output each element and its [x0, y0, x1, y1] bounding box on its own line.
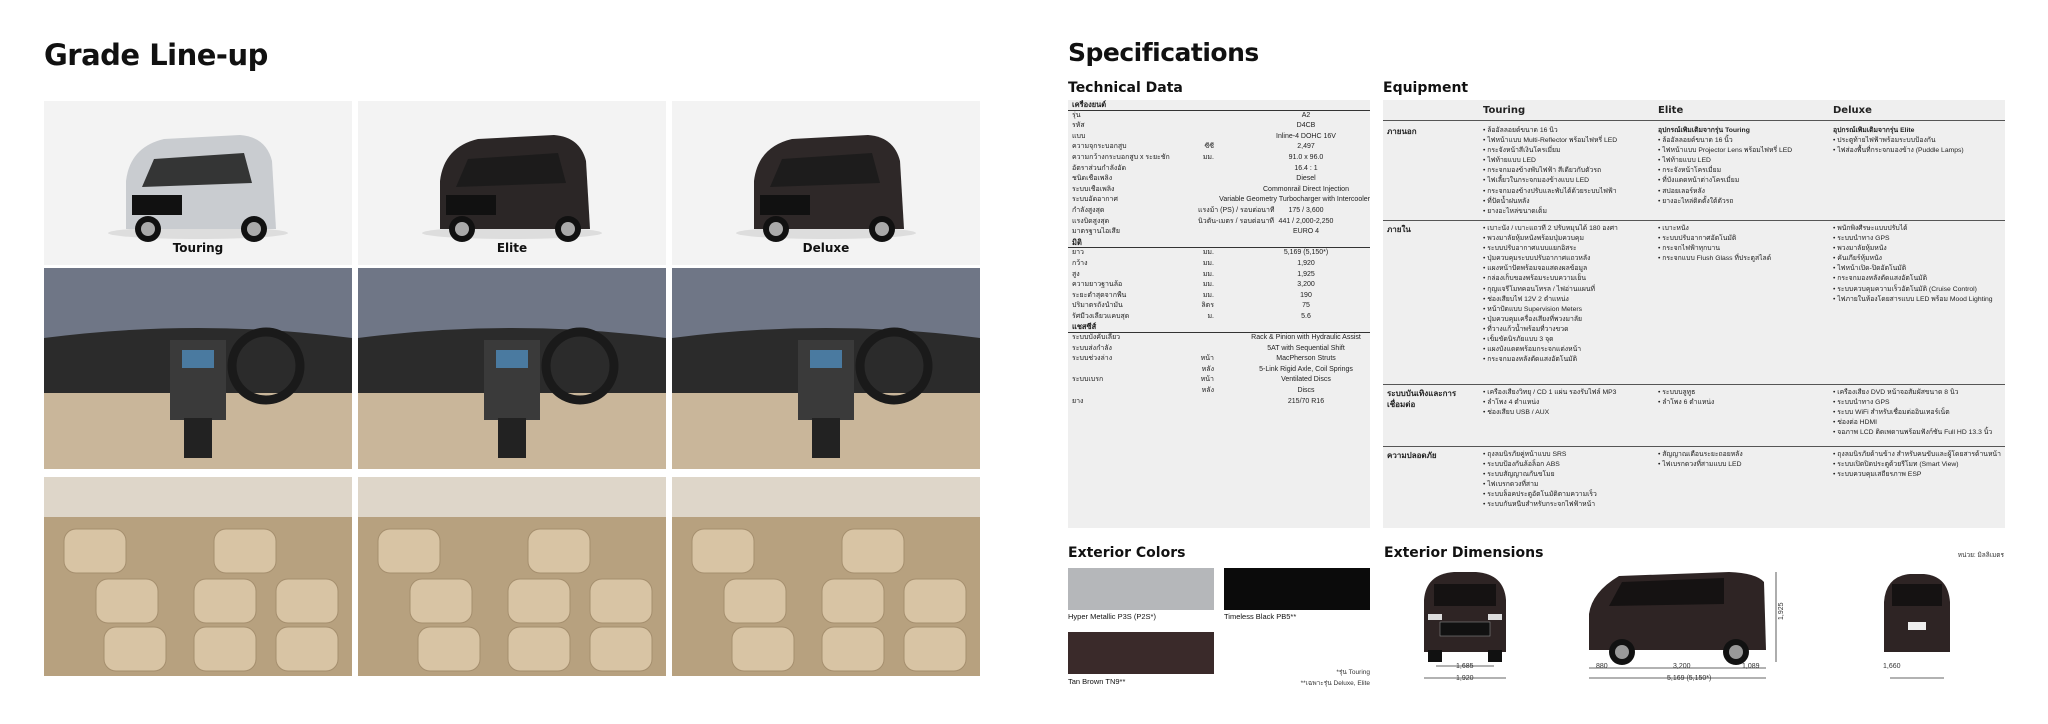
tech-row: [1068, 386, 1370, 397]
tech-value: 215/70 R16: [1287, 397, 1325, 405]
dim-width: 1,920: [1456, 675, 1474, 682]
tech-unit: [1198, 185, 1218, 196]
equipment-item: • ไฟเบรกดวงที่สาม: [1483, 481, 1539, 489]
equipment-item: • เบาะหนัง: [1658, 225, 1689, 232]
equipment-item: • ถุงลมนิรภัยด้านข้าง สำหรับคนขับและผู้โดยสารด้านหน้า: [1833, 451, 2001, 458]
equipment-item: • กระจกมองหลังตัดแสงอัตโนมัติ: [1483, 356, 1577, 364]
tech-unit: มม.: [1202, 153, 1214, 161]
tech-value: A2: [1301, 111, 1311, 119]
swatch-label: Tan Brown TN9**: [1068, 677, 1126, 686]
tech-unit: แรงม้า (PS) / รอบต่อนาที: [1198, 206, 1275, 214]
tech-unit: [1198, 397, 1218, 408]
equipment-item: • จอภาพ LCD ติดเพดานพร้อมฟังก์ชัน Full HD 13.3 นิ้ว: [1833, 429, 1993, 437]
grade-label: Elite: [496, 241, 528, 255]
tech-label: ระบบเชื้อเพลิง: [1072, 185, 1115, 193]
equipment-column-header: Elite: [1658, 105, 1684, 116]
equipment-category: ความปลอดภัย: [1387, 451, 1437, 460]
tech-unit: [1198, 132, 1218, 143]
tech-value: MacPherson Struts: [1276, 355, 1336, 363]
equipment-item: • ไฟส่องพื้นที่กระจกมองข้าง (Puddle Lamps): [1833, 147, 1964, 155]
tech-label: ระบบส่งกำลัง: [1072, 344, 1112, 352]
equipment-item: • กุญแจรีโมทคอนโทรล / ไฟอ่านแผนที่: [1483, 285, 1595, 293]
equipment-table: [1383, 100, 2005, 528]
equipment-category: ภายใน: [1387, 225, 1411, 234]
tech-row: [1068, 291, 1370, 302]
tech-value: 3,200: [1297, 281, 1315, 289]
tech-unit: [1198, 322, 1218, 332]
tech-label: สูง: [1072, 270, 1080, 278]
tech-unit: [1198, 100, 1218, 110]
grade-label: Deluxe: [802, 241, 850, 255]
tech-unit: หลัง: [1201, 387, 1214, 395]
dim-rear-track: 1,660: [1883, 663, 1901, 670]
equipment-item: • ระบบป้องกันล้อล็อก ABS: [1483, 461, 1560, 469]
equipment-item: • สัญญาณเตือนระยะถอยหลัง: [1658, 451, 1743, 458]
technical-data-table: [1068, 100, 1370, 528]
tech-label: แชสซีส์: [1072, 322, 1097, 332]
equipment-list: [1658, 224, 1826, 384]
equipment-item: • ไฟหน้าแบบ Projector Lens พร้อมไฟหรี่ LED: [1658, 147, 1793, 155]
equipment-item: • ไฟท้ายแบบ LED: [1658, 157, 1711, 165]
tech-label: รัศมีวงเลี้ยวแคบสุด: [1072, 312, 1130, 320]
equipment-item: • ล้ออัลลอยด์ขนาด 16 นิ้ว: [1483, 127, 1558, 134]
equipment-list: [1833, 388, 2001, 446]
tech-unit: [1198, 121, 1218, 132]
grade-lineup-title: Grade Line-up: [44, 38, 268, 72]
specifications-title: Specifications: [1068, 38, 1259, 67]
front-view-car: [1424, 572, 1506, 662]
tech-label: รหัส: [1072, 122, 1085, 130]
equipment-item: • พวงมาลัยหุ้มหนัง: [1833, 245, 1887, 253]
tech-row: [1068, 153, 1370, 164]
tech-label: ระบบช่วงล่าง: [1072, 355, 1113, 363]
tech-unit: ลิตร: [1201, 302, 1214, 310]
equipment-item: • เข็มขัดนิรภัยแบบ 3 จุด: [1483, 336, 1554, 344]
tech-unit: [1198, 164, 1218, 175]
swatch-label: Timeless Black PB5**: [1224, 612, 1297, 621]
dimension-drawings: [1384, 562, 2006, 682]
tech-label: ยาว: [1072, 249, 1084, 257]
tech-label: มาตรฐานไอเสีย: [1072, 228, 1120, 236]
tech-row: [1068, 375, 1370, 386]
equipment-item: • เครื่องเสียง DVD หน้าจอสัมผัสขนาด 8 นิ้ว: [1833, 389, 1959, 396]
tech-unit: [1198, 174, 1218, 185]
equipment-item: • พวงมาลัยหุ้มหนังพร้อมปุ่มควบคุม: [1483, 235, 1584, 243]
equipment-item: • ระบบนำทาง GPS: [1833, 235, 1890, 243]
tech-unit: หลัง: [1201, 365, 1214, 373]
equipment-item: • ที่วางแก้วน้ำพร้อมที่วางขวด: [1483, 325, 1569, 333]
tech-value: Rack & Pinion with Hydraulic Assist: [1251, 334, 1361, 342]
tech-unit: [1198, 333, 1218, 344]
equipment-category: ภายนอก: [1387, 127, 1417, 136]
equipment-item: • เครื่องเสียงวิทยุ / CD 1 แผ่น รองรับไฟล์ MP3: [1483, 389, 1617, 396]
unit-note: หน่วย: มิลลิเมตร: [1957, 552, 2004, 559]
tech-value: 1,925: [1297, 270, 1315, 278]
dim-height: 1,925: [1778, 602, 1785, 620]
tech-label: เครื่องยนต์: [1072, 100, 1107, 109]
equipment-item: • สปอยเลอร์หลัง: [1658, 187, 1705, 195]
equipment-item: • ระบบปรับอากาศแบบแยกอิสระ: [1483, 245, 1577, 253]
equipment-item: • หน้าปัดแบบ Supervision Meters: [1483, 305, 1583, 313]
tech-row: [1068, 270, 1370, 281]
grade-label: Touring: [172, 241, 224, 255]
tech-value: 190: [1300, 291, 1312, 299]
equipment-item: • ยางอะไหล่ติดตั้งใต้ตัวรถ: [1658, 197, 1734, 205]
equipment-list: [1833, 126, 2001, 221]
grade-seating-photo: [44, 477, 352, 676]
equipment-item: • กระจกมองหลังตัดแสงอัตโนมัติ: [1833, 275, 1927, 283]
grade-dashboard-photo: [358, 268, 666, 469]
tech-value: Variable Geometry Turbocharger with Intercooler: [1219, 196, 1370, 204]
side-view-car: [1589, 572, 1766, 665]
equipment-item: • ช่องเสียบไฟ 12V 2 ตำแหน่ง: [1483, 295, 1569, 303]
equipment-list: [1483, 450, 1651, 530]
equipment-list: [1483, 224, 1651, 384]
tech-row: [1068, 312, 1370, 323]
tech-row: [1068, 397, 1370, 408]
equipment-item: • กระจกแบบ Flush Glass ที่ประตูสไลด์: [1658, 255, 1772, 263]
equipment-item: • ช่องเสียบ USB / AUX: [1483, 409, 1550, 417]
equipment-item: • ระบบนำทาง GPS: [1833, 399, 1890, 407]
tech-value: 5,169 (5,150*): [1283, 249, 1329, 257]
equipment-item: • ประตูท้ายไฟฟ้าพร้อมระบบป้องกัน: [1833, 137, 1936, 145]
grade-exterior-photo: [672, 101, 980, 265]
tech-value: 16.4 : 1: [1294, 164, 1318, 172]
tech-value: [1218, 100, 1370, 110]
tech-unit: มม.: [1202, 291, 1214, 299]
equipment-item: • กระจกมองข้างพับไฟฟ้า สีเดียวกับตัวรถ: [1483, 167, 1602, 175]
tech-label: ยาง: [1072, 397, 1084, 405]
equipment-list: [1658, 126, 1826, 221]
tech-value: 75: [1302, 302, 1310, 310]
grade-dashboard-photo: [44, 268, 352, 469]
equipment-item: • ไฟเบรกดวงที่สามแบบ LED: [1658, 461, 1742, 469]
tech-section-header: [1068, 100, 1370, 111]
tech-label: ความกว้างกระบอกสูบ x ระยะชัก: [1072, 153, 1170, 161]
swatch-hyper-metallic: [1068, 568, 1214, 610]
equipment-item: • ระบบสัญญาณกันขโมย: [1483, 471, 1555, 479]
tech-label: อัตราส่วนกำลังอัด: [1072, 164, 1127, 172]
tech-row: [1068, 132, 1370, 143]
exterior-colors-heading: Exterior Colors: [1068, 545, 1186, 561]
tech-section-header: [1068, 322, 1370, 333]
tech-value: EURO 4: [1292, 228, 1320, 236]
equipment-item: • ระบบปรับอากาศอัตโนมัติ: [1658, 235, 1737, 243]
equipment-item: • แผงหน้าปัดพร้อมจอแสดงผลข้อมูล: [1483, 265, 1588, 273]
equipment-item: • ลำโพง 6 ตำแหน่ง: [1658, 399, 1715, 407]
equipment-item: • พนักพิงศีรษะแบบปรับได้: [1833, 225, 1908, 232]
tech-value: 175 / 3,600: [1288, 206, 1324, 214]
dim-rear-overhang: 1,089: [1742, 663, 1760, 670]
tech-unit: มม.: [1202, 259, 1214, 267]
swatch-tan-brown: [1068, 632, 1214, 674]
tech-unit: หน้า: [1200, 355, 1214, 363]
grade-seating-photo: [672, 477, 980, 676]
tech-row: [1068, 185, 1370, 196]
swatch-timeless-black: [1224, 568, 1370, 610]
tech-row: [1068, 301, 1370, 312]
tech-label: กว้าง: [1072, 259, 1088, 267]
tech-row: [1068, 354, 1370, 365]
tech-unit: มม.: [1202, 249, 1214, 257]
equipment-item: • ช่องต่อ HDMI: [1833, 419, 1878, 427]
tech-row: [1068, 206, 1370, 217]
rear-view-car: [1884, 574, 1950, 652]
equipment-item: • ปุ่มควบคุมเครื่องเสียงที่พวงมาลัย: [1483, 315, 1583, 323]
tech-value: Ventilated Discs: [1281, 376, 1331, 384]
tech-row: [1068, 248, 1370, 259]
tech-row: [1068, 227, 1370, 238]
tech-label: รุ่น: [1072, 111, 1081, 119]
tech-row: [1068, 344, 1370, 355]
tech-value: 2,497: [1297, 143, 1315, 151]
tech-value: Inline-4 DOHC 16V: [1276, 132, 1336, 140]
dim-length: 5,169 (5,150*): [1667, 675, 1712, 682]
equipment-item: • ไฟหน้าเปิด-ปิดอัตโนมัติ: [1833, 265, 1907, 273]
tech-row: [1068, 111, 1370, 122]
tech-row: [1068, 365, 1370, 376]
equipment-item: • กระจกไฟฟ้าทุกบาน: [1658, 245, 1721, 253]
equipment-column-header: Touring: [1483, 105, 1526, 116]
tech-unit: [1198, 344, 1218, 355]
equipment-item: • ระบบเปิดปิดประตูด้วยรีโมท (Smart View): [1833, 461, 1959, 469]
equipment-item: • กระจังหน้าโครเมี่ยม: [1658, 167, 1722, 175]
tech-row: [1068, 164, 1370, 175]
tech-label: ระบบเบรก: [1072, 376, 1104, 384]
tech-value: 91.0 x 96.0: [1288, 153, 1324, 161]
color-note: *รุ่น Touring: [1336, 669, 1370, 676]
equipment-item: • ระบบ WiFi สำหรับเชื่อมต่ออินเทอร์เน็ต: [1833, 409, 1950, 417]
equipment-item: • แผงบังแดดพร้อมกระจกแต่งหน้า: [1483, 346, 1582, 354]
equipment-list: [1658, 388, 1826, 446]
tech-row: [1068, 195, 1370, 206]
equipment-item: • ไฟท้ายแบบ LED: [1483, 157, 1536, 165]
equipment-list: [1833, 450, 2001, 530]
tech-value: 5.6: [1301, 312, 1311, 320]
tech-value: [1218, 238, 1370, 248]
dim-wheelbase: 3,200: [1673, 663, 1691, 670]
equipment-item: • ล้ออัลลอยด์ขนาด 16 นิ้ว: [1658, 137, 1733, 145]
equipment-item: • ถุงลมนิรภัยคู่หน้าแบบ SRS: [1483, 451, 1567, 458]
tech-value: Diesel: [1296, 175, 1316, 183]
equipment-item: • ที่บังแดดหน้าต่างโครเมี่ยม: [1658, 177, 1740, 185]
tech-row: [1068, 142, 1370, 153]
equipment-item: • กระจกมองข้างปรับและพับได้ด้วยระบบไฟฟ้า: [1483, 187, 1617, 195]
tech-label: แรงบิดสูงสุด: [1072, 217, 1110, 225]
equipment-item: • ไฟหน้าแบบ Multi-Reflector พร้อมไฟหรี่ LED: [1483, 137, 1618, 145]
tech-value: 5AT with Sequential Shift: [1267, 344, 1345, 352]
equipment-item: • ปุ่มควบคุมระบบปรับอากาศแถวหลัง: [1483, 255, 1591, 263]
tech-section-header: [1068, 238, 1370, 249]
tech-label: ระยะต่ำสุดจากพื้น: [1072, 291, 1127, 299]
tech-value: D4CB: [1296, 122, 1316, 130]
swatch-label: Hyper Metallic P3S (P2S*): [1068, 612, 1156, 621]
tech-value: [1218, 322, 1370, 332]
tech-unit: [1198, 238, 1218, 248]
equipment-list: [1658, 450, 1826, 530]
tech-label: ระบบบังคับเลี้ยว: [1072, 334, 1121, 342]
tech-label: ระบบอัดอากาศ: [1072, 196, 1118, 204]
equipment-item: อุปกรณ์เพิ่มเติมจากรุ่น Touring: [1658, 127, 1750, 134]
grade-exterior-photo: [358, 101, 666, 265]
tech-value: 441 / 2,000-2,250: [1278, 217, 1334, 225]
tech-unit: มม.: [1202, 281, 1214, 289]
tech-row: [1068, 280, 1370, 291]
equipment-item: • ระบบล็อคประตูอัตโนมัติตามความเร็ว: [1483, 491, 1597, 499]
tech-label: กำลังสูงสุด: [1072, 206, 1105, 214]
equipment-category: ระบบบันเทิงและการเชื่อมต่อ: [1387, 389, 1457, 409]
tech-value: Discs: [1297, 387, 1315, 395]
tech-unit: [1178, 195, 1195, 206]
equipment-item: • ไฟเลี้ยวในกระจกมองข้างแบบ LED: [1483, 177, 1590, 185]
tech-label: ความจุกระบอกสูบ: [1072, 143, 1127, 151]
tech-unit: หน้า: [1200, 376, 1214, 384]
equipment-list: [1833, 224, 2001, 384]
equipment-item: • ลำโพง 4 ตำแหน่ง: [1483, 399, 1540, 407]
equipment-list: [1483, 388, 1651, 446]
tech-unit: [1198, 227, 1218, 238]
tech-label: แบบ: [1072, 132, 1086, 140]
tech-value: 1,920: [1297, 259, 1315, 267]
dim-front-track: 1,685: [1456, 663, 1474, 670]
equipment-item: • เบาะนั่ง / เบาะแถวที่ 2 ปรับหมุนได้ 180 องศา: [1483, 225, 1618, 232]
dim-front-overhang: 880: [1596, 663, 1608, 670]
tech-row: [1068, 259, 1370, 270]
equipment-item: • กล่องเก็บของพร้อมระบบความเย็น: [1483, 275, 1586, 283]
equipment-item: อุปกรณ์เพิ่มเติมจากรุ่น Elite: [1833, 127, 1915, 134]
tech-label: ความยาวฐานล้อ: [1072, 281, 1123, 289]
tech-label: [1068, 386, 1198, 397]
tech-row: [1068, 174, 1370, 185]
equipment-heading: Equipment: [1383, 80, 1469, 96]
equipment-item: • ระบบควบคุมเสถียรภาพ ESP: [1833, 471, 1922, 479]
tech-row: [1068, 121, 1370, 132]
equipment-item: • ที่ปัดน้ำฝนหลัง: [1483, 197, 1530, 205]
tech-value: Commonrail Direct Injection: [1263, 185, 1349, 193]
tech-unit: ม.: [1207, 312, 1214, 320]
tech-label: ปริมาตรถังน้ำมัน: [1072, 302, 1123, 310]
grade-dashboard-photo: [672, 268, 980, 469]
tech-row: [1068, 217, 1370, 228]
equipment-item: • ระบบบลูทูธ: [1658, 389, 1696, 396]
equipment-item: • ยางอะไหล่ขนาดเต็ม: [1483, 207, 1547, 215]
tech-unit: มม.: [1202, 270, 1214, 278]
equipment-list: [1483, 126, 1651, 221]
tech-label: ชนิดเชื้อเพลิง: [1072, 175, 1113, 183]
equipment-column-header: Deluxe: [1833, 105, 1872, 116]
grade-seating-photo: [358, 477, 666, 676]
equipment-item: • ไฟภายในห้องโดยสารแบบ LED พร้อม Mood Lighting: [1833, 295, 1993, 303]
equipment-item: • ระบบควบคุมความเร็วอัตโนมัติ (Cruise Control): [1833, 285, 1977, 293]
tech-row: [1068, 333, 1370, 344]
exterior-dimensions-heading: Exterior Dimensions: [1384, 545, 1544, 561]
tech-unit: นิวตัน-เมตร / รอบต่อนาที: [1198, 217, 1275, 225]
tech-unit: ซีซี: [1204, 143, 1214, 151]
equipment-item: • กระจังหน้าสีเงินโครเมี่ยม: [1483, 147, 1561, 155]
grade-exterior-photo: [44, 101, 352, 265]
equipment-item: • คันเกียร์หุ้มหนัง: [1833, 255, 1882, 263]
tech-label: [1068, 365, 1198, 376]
color-note: **เฉพาะรุ่น Deluxe, Elite: [1300, 680, 1370, 687]
tech-label: มิติ: [1072, 237, 1082, 247]
technical-data-heading: Technical Data: [1068, 80, 1183, 96]
tech-unit: [1198, 111, 1218, 122]
equipment-item: • ระบบกันหนีบสำหรับกระจกไฟฟ้าหน้า: [1483, 501, 1596, 509]
tech-value: 5-Link Rigid Axle, Coil Springs: [1259, 365, 1353, 373]
